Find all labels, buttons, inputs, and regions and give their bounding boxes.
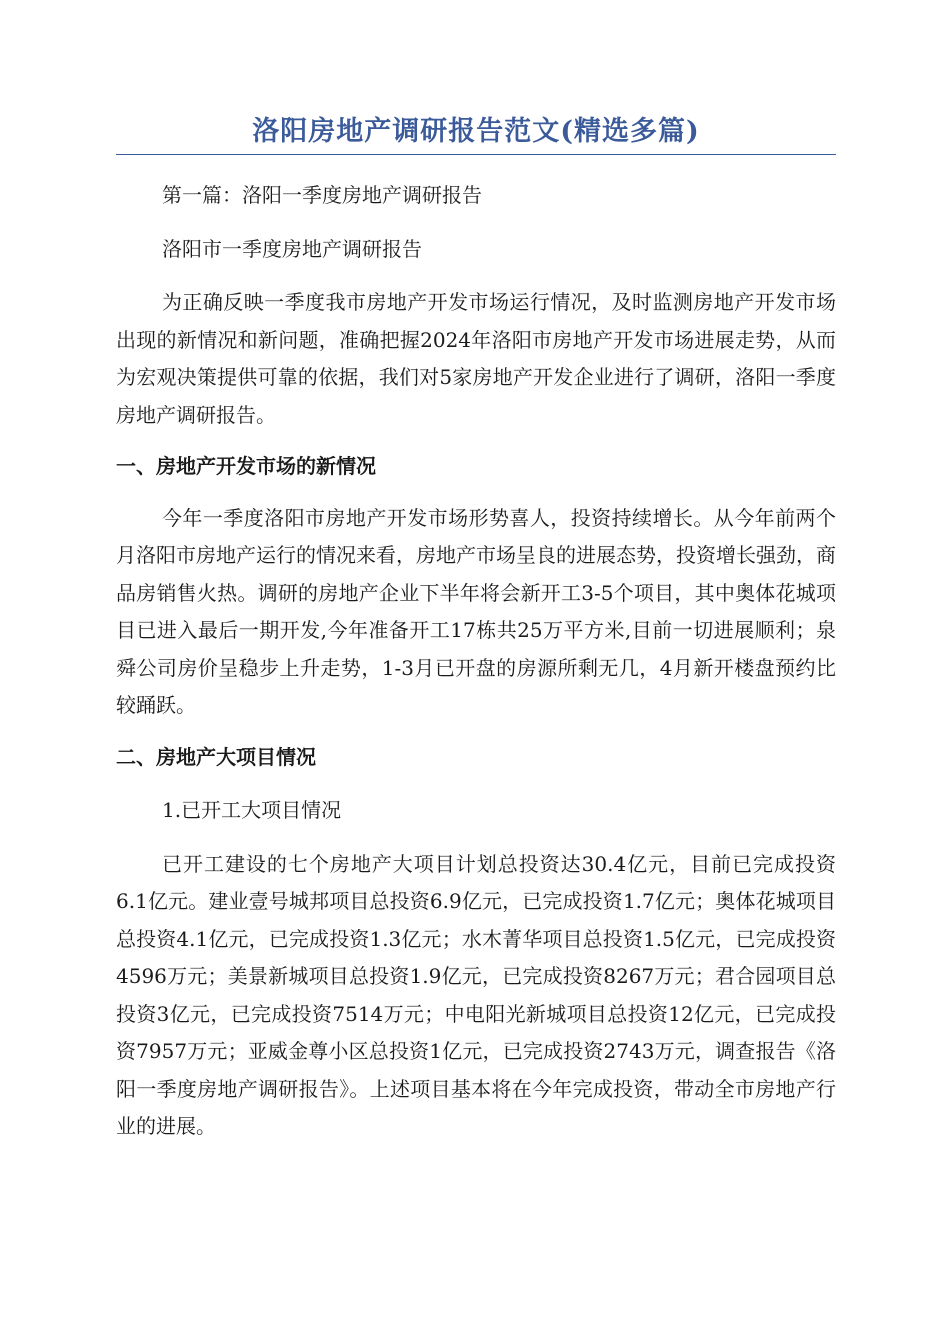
document-title: 洛阳房地产调研报告范文(精选多篇) (116, 112, 836, 155)
sub-heading-started-projects: 1.已开工大项目情况 (162, 798, 342, 822)
section-heading-market: 一、房地产开发市场的新情况 (116, 454, 376, 478)
document-page (116, 112, 836, 1146)
intro-paragraph: 为正确反映一季度我市房地产开发市场运行情况，及时监测房地产开发市场出现的新情况和新问题，准确把握2024年洛阳市房地产开发市场进展走势，从而为宏观决策提供可靠的依据，我们对5家房地产开发企业进行了调研，洛阳一季度房地产调研报告。 (116, 290, 836, 427)
report-title: 洛阳市一季度房地产调研报告 (162, 236, 422, 261)
chapter-heading: 第一篇：洛阳一季度房地产调研报告 (162, 183, 482, 207)
section-heading-projects: 二、房地产大项目情况 (116, 744, 316, 769)
section-paragraph-market: 今年一季度洛阳市房地产开发市场形势喜人，投资持续增长。从今年前两个月洛阳市房地产运行的情况来看，房地产市场呈良的进展态势，投资增长强劲，商品房销售火热。调研的房地产企业下半年将会新开工3-5个项目，其中奥体花城项目已进入最后一期开发,今年准备开工17栋共25万平方米,目前一切进展顺利；泉舜公司房价呈稳步上升走势，1-3月已开盘的房源所剩无几，4月新开楼盘预约比较踊跃。 (116, 505, 836, 717)
section-paragraph-projects: 已开工建设的七个房地产大项目计划总投资达30.4亿元，目前已完成投资6.1亿元。建业壹号城邦项目总投资6.9亿元，已完成投资1.7亿元；奥体花城项目总投资4.1亿元，已完成投资1.3亿元；水木菁华项目总投资1.5亿元，已完成投资4596万元；美景新城项目总投资1.9亿元，已完成投资8267万元；君合园项目总投资3亿元，已完成投资7514万元；中电阳光新城项目总投资12亿元，已完成投资7957万元；亚威金尊小区总投资1亿元，已完成投资2743万元，调查报告《洛阳一季度房地产调研报告》。上述项目基本将在今年完成投资，带动全市房地产行业的进展。 (116, 851, 836, 1138)
